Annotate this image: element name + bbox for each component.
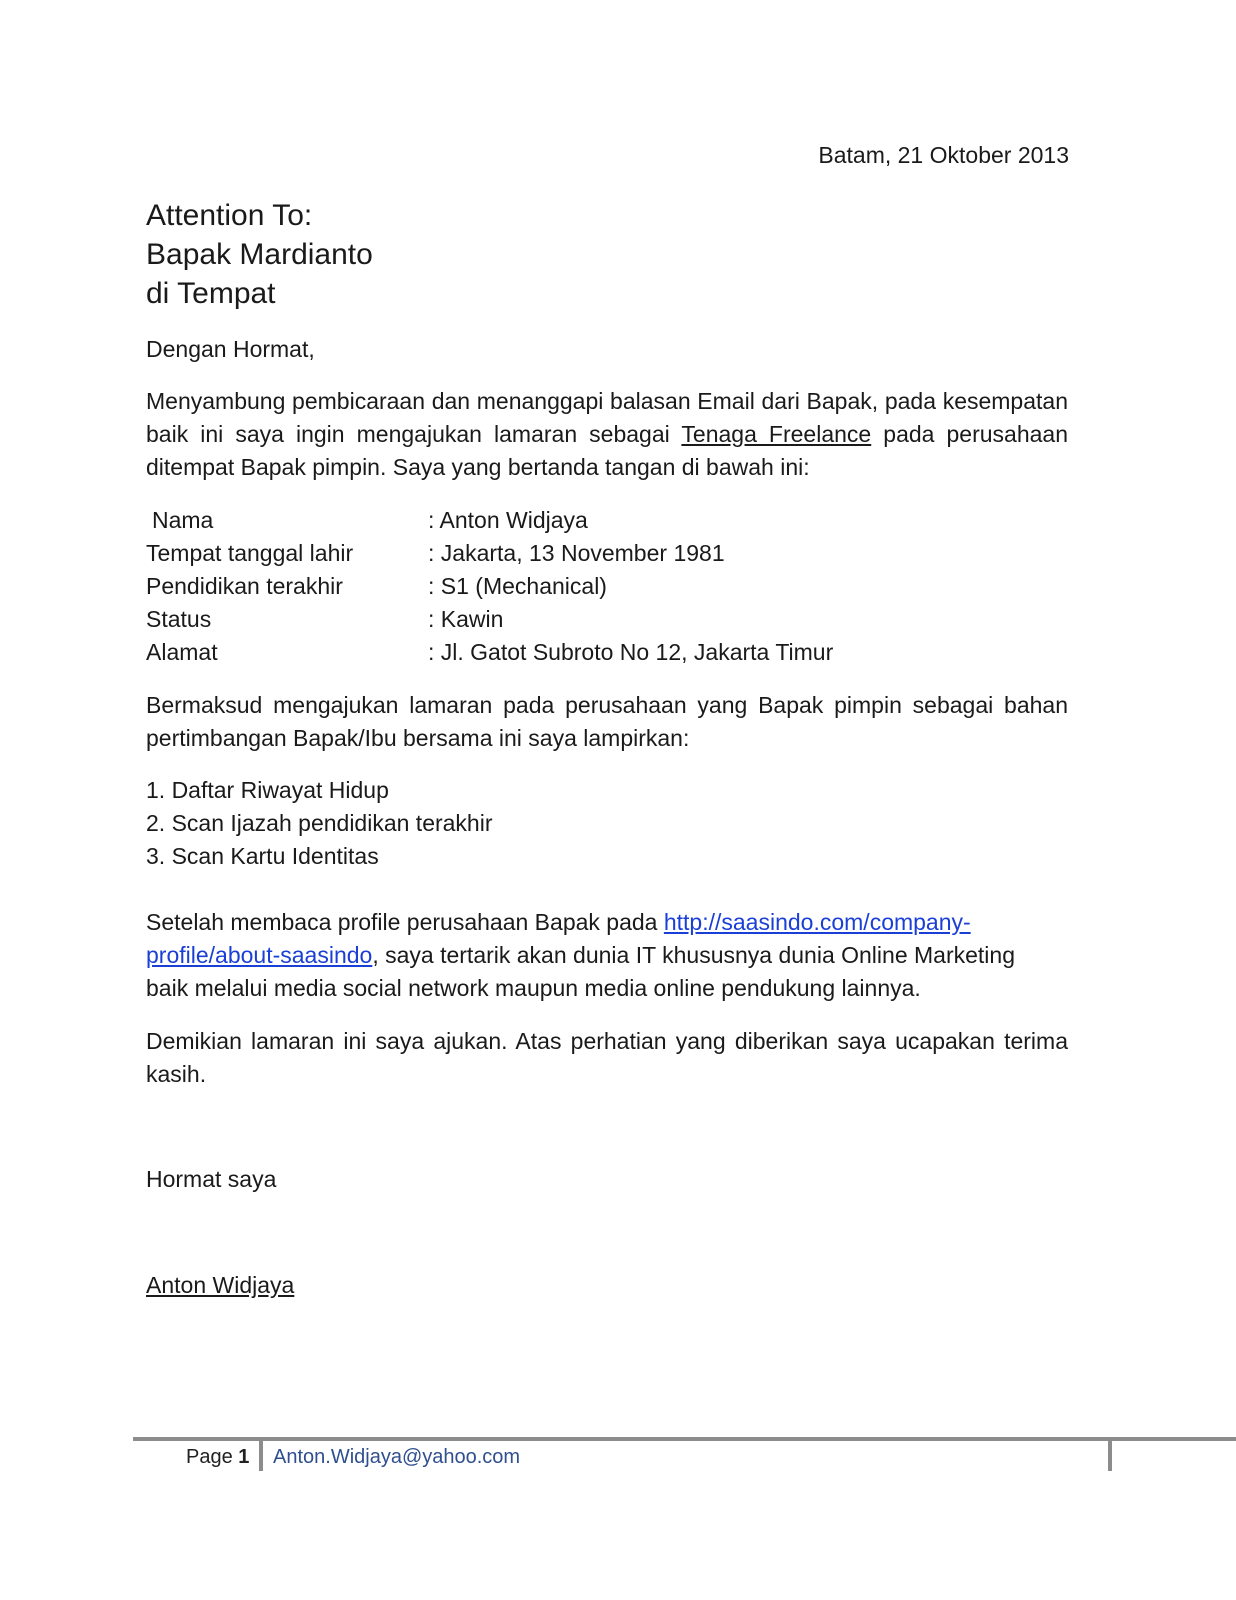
footer-separator [259,1441,263,1471]
page-word: Page [186,1446,233,1468]
attachment-item: 1. Daftar Riwayat Hidup [146,777,389,803]
detail-label: Status [146,606,212,632]
detail-value: : Anton Widjaya [428,507,588,533]
footer-email: Anton.Widjaya@yahoo.com [273,1446,521,1468]
detail-value: : Jl. Gatot Subroto No 12, Jakarta Timur [428,639,834,665]
intro-text-1: Menyambung pembicaraan dan menanggapi balasan Email dari Bapak, pada kesempatan baik ini saya ingin mengajukan lamaran sebagai [146,388,1068,447]
recipient-name: Bapak Mardianto [146,238,373,271]
attachment-item: 3. Scan Kartu Identitas [146,843,379,869]
intro-text-2: pada perusahaan ditempat Bapak pimpin. Saya yang bertanda tangan di bawah ini: [146,421,1069,480]
signature-name: Anton Widjaya [146,1272,295,1298]
page-number-label [186,1443,249,1471]
greeting: Dengan Hormat, [146,336,315,362]
company-profile-link[interactable]: http://saasindo.com/company-profile/about-saasindo [146,909,971,968]
detail-label: Nama [152,507,214,533]
signoff: Hormat saya [146,1166,277,1192]
attachment-item: 2. Scan Ijazah pendidikan terakhir [146,810,493,836]
page-number: 1 [238,1446,250,1468]
detail-row [146,603,946,636]
purpose-paragraph: Bermaksud mengajukan lamaran pada perusahaan yang Bapak pimpin sebagai bahan pertimbangan Bapak/Ibu bersama ini saya lampirkan: [146,692,1068,751]
letter-date: Batam, 21 Oktober 2013 [818,142,1069,168]
detail-value: : S1 (Mechanical) [428,573,607,599]
detail-row [146,537,946,570]
detail-row [146,636,946,669]
recipient-place: di Tempat [146,277,276,310]
detail-value: : Kawin [428,606,504,632]
closing-paragraph: Demikian lamaran ini saya ajukan. Atas perhatian yang diberikan saya ucapakan terima kasih. [146,1028,1068,1087]
footer-rule [133,1437,1236,1441]
detail-label: Alamat [146,639,218,665]
position-applied: Tenaga Freelance [681,421,872,447]
detail-label: Pendidikan terakhir [146,573,343,599]
interest-text-2: , saya tertarik akan dunia IT khususnya dunia Online Marketing baik melalui media social network maupun media online pendukung lainnya. [146,942,1015,1001]
interest-paragraph [146,906,1051,1005]
intro-paragraph [146,385,1068,484]
detail-value: : Jakarta, 13 November 1981 [428,540,725,566]
attention-line: Attention To: [146,199,313,232]
footer-right-tick [1108,1441,1112,1471]
detail-row [146,570,946,603]
detail-label: Tempat tanggal lahir [146,540,354,566]
detail-row [146,504,946,537]
interest-text-1: Setelah membaca profile perusahaan Bapak pada [146,909,664,935]
